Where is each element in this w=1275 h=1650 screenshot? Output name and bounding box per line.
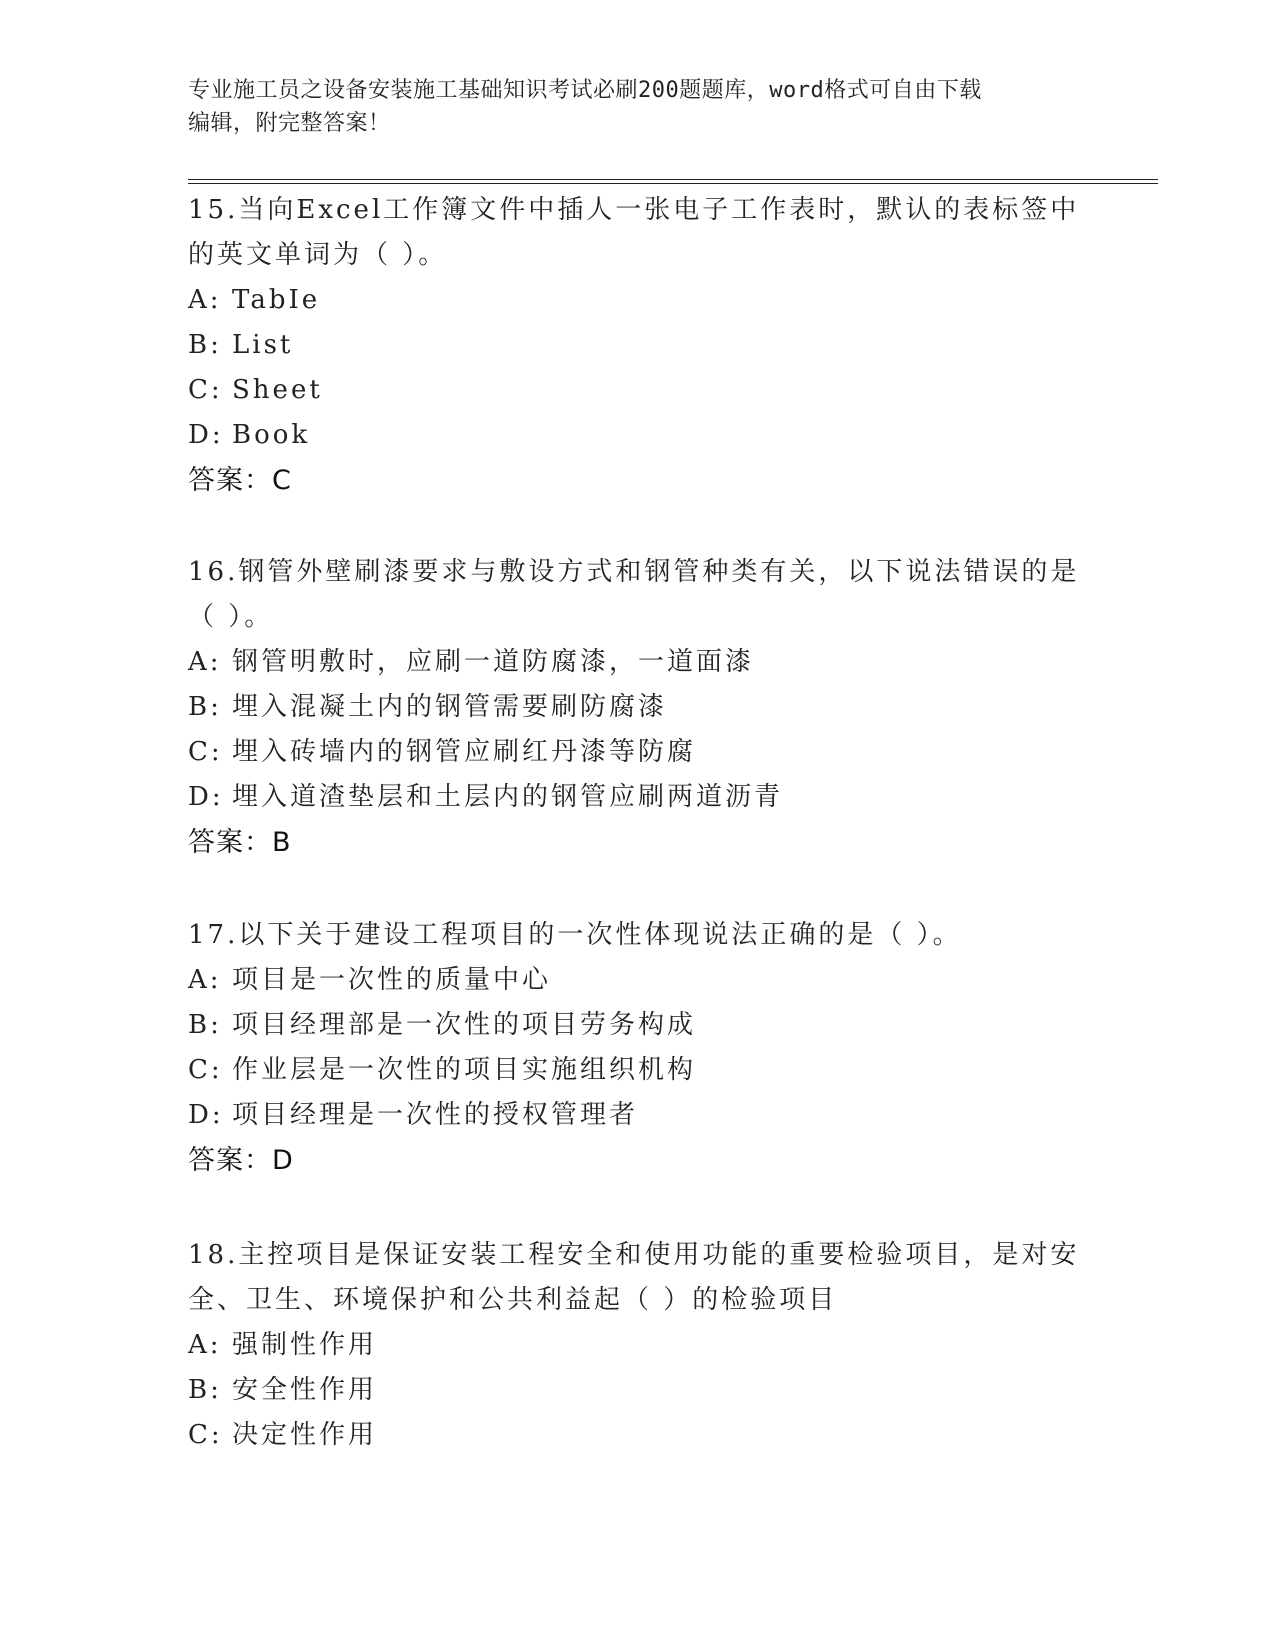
option-letter: A: <box>188 965 222 995</box>
header-title-line-2: 编辑，附完整答案！ <box>188 111 391 136</box>
option-c <box>188 1413 1088 1458</box>
answer-line: 答案：D <box>188 1145 294 1176</box>
option-letter: C: <box>188 737 223 767</box>
option-letter: B: <box>188 692 222 722</box>
option-letter: C: <box>188 375 223 405</box>
option-letter: B: <box>188 330 222 360</box>
option-c <box>188 1048 1088 1093</box>
option-text: TabIe <box>232 285 321 315</box>
option-b <box>188 685 1088 730</box>
question-15 <box>188 188 1088 503</box>
question-text-line-1: 17.以下关于建设工程项目的一次性体现说法正确的是（ ）。 <box>188 920 962 950</box>
option-d <box>188 413 1088 458</box>
option-text: 埋入道渣垫层和土层内的钢管应刷两道沥青 <box>232 782 784 812</box>
option-text: Sheet <box>232 375 323 405</box>
question-text-line-1: 18.主控项目是保证安装工程安全和使用功能的重要检验项目，是对安 <box>188 1240 1080 1270</box>
option-text: 埋入混凝土内的钢管需要刷防腐漆 <box>232 692 668 722</box>
option-text: 项目经理部是一次性的项目劳务构成 <box>232 1010 697 1040</box>
header-divider-bottom <box>188 183 1158 184</box>
header-title-line-1: 专业施工员之设备安装施工基础知识考试必刷200题题库，word格式可自由下载 <box>188 78 982 103</box>
option-letter: D: <box>188 782 224 812</box>
option-letter: C: <box>188 1420 223 1450</box>
option-d <box>188 1093 1088 1138</box>
question-17 <box>188 913 1088 1183</box>
option-a <box>188 640 1088 685</box>
option-letter: A: <box>188 285 222 315</box>
option-text: 项目经理是一次性的授权管理者 <box>232 1100 639 1130</box>
option-a <box>188 278 1088 323</box>
answer-line: 答案：C <box>188 465 292 496</box>
option-text: 决定性作用 <box>232 1420 378 1450</box>
question-18 <box>188 1233 1088 1458</box>
option-d <box>188 775 1088 820</box>
option-text: 强制性作用 <box>232 1330 378 1360</box>
option-letter: D: <box>188 420 224 450</box>
question-text-line-2: 的英文单词为（ ）。 <box>188 240 448 270</box>
option-text: Book <box>232 420 311 450</box>
option-b <box>188 1368 1088 1413</box>
document-header <box>188 74 1068 140</box>
question-text-line-2: （ ）。 <box>188 602 274 632</box>
option-text: 项目是一次性的质量中心 <box>232 965 552 995</box>
option-text: 安全性作用 <box>232 1375 378 1405</box>
option-b <box>188 1003 1088 1048</box>
option-text: 埋入砖墙内的钢管应刷红丹漆等防腐 <box>232 737 697 767</box>
answer-line: 答案：B <box>188 827 292 858</box>
option-c <box>188 730 1088 775</box>
option-b <box>188 323 1088 368</box>
question-16 <box>188 550 1088 865</box>
option-letter: B: <box>188 1010 222 1040</box>
question-text-line-1: 15.当向Excel工作簿文件中插人一张电子工作表时，默认的表标签中 <box>188 195 1080 225</box>
option-a <box>188 1323 1088 1368</box>
option-letter: B: <box>188 1375 222 1405</box>
header-divider-top <box>188 179 1158 180</box>
option-text: List <box>232 330 294 360</box>
option-c <box>188 368 1088 413</box>
question-text-line-2: 全、卫生、环境保护和公共利益起（ ）的检验项目 <box>188 1285 838 1315</box>
option-letter: D: <box>188 1100 224 1130</box>
option-letter: C: <box>188 1055 223 1085</box>
option-letter: A: <box>188 647 222 677</box>
option-text: 作业层是一次性的项目实施组织机构 <box>232 1055 697 1085</box>
option-text: 钢管明敷时，应刷一道防腐漆，一道面漆 <box>232 647 755 677</box>
option-letter: A: <box>188 1330 222 1360</box>
question-text-line-1: 16.钢管外壁刷漆要求与敷设方式和钢管种类有关，以下说法错误的是 <box>188 557 1080 587</box>
option-a <box>188 958 1088 1003</box>
